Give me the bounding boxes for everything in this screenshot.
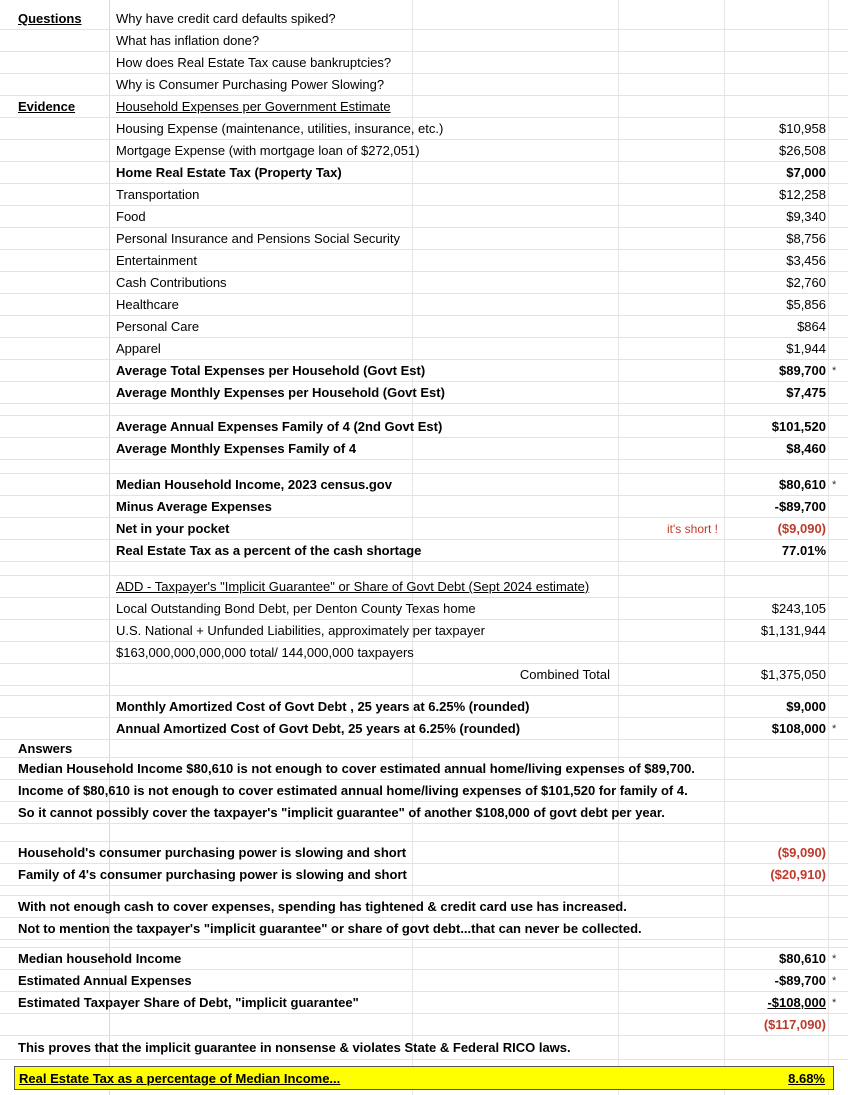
local-bond-label: Local Outstanding Bond Debt, per Denton County Texas home — [116, 601, 476, 616]
spacer-row — [0, 886, 848, 896]
expense-value: $1,944 — [786, 341, 826, 356]
expense-value: $8,756 — [786, 231, 826, 246]
summary-label: Estimated Annual Expenses — [18, 973, 192, 988]
question-row — [0, 8, 848, 30]
asterisk-mark: * — [832, 722, 837, 735]
summary-value: $80,610 — [779, 951, 826, 966]
final-highlight-row — [14, 1066, 834, 1090]
final-value: 8.68% — [788, 1070, 825, 1086]
proof-row — [0, 1036, 848, 1060]
answer-line-row — [0, 802, 848, 824]
expense-row — [0, 338, 848, 360]
household-power-value: ($9,090) — [777, 845, 826, 860]
expense-label: Entertainment — [116, 253, 197, 268]
expense-row — [0, 228, 848, 250]
expense-value: $9,340 — [786, 209, 826, 224]
question-row — [0, 30, 848, 52]
summary-row — [0, 970, 848, 992]
question-row — [0, 52, 848, 74]
local-bond-row — [0, 598, 848, 620]
avg-monthly-row — [0, 382, 848, 404]
question-text: What has inflation done? — [116, 33, 260, 48]
expense-label: Food — [116, 209, 146, 224]
final-label: Real Estate Tax as a percentage of Median Income... — [19, 1070, 341, 1086]
summary-label: Median household Income — [18, 951, 182, 966]
median-income-row — [0, 474, 848, 496]
net-pocket-label: Net in your pocket — [116, 521, 230, 536]
net-pocket-value: ($9,090) — [777, 521, 826, 536]
debt-heading: ADD - Taxpayer's "Implicit Guarantee" or Share of Govt Debt (Sept 2024 estimate) — [116, 579, 590, 594]
expense-row — [0, 316, 848, 338]
answer-line: Median Household Income $80,610 is not enough to cover estimated annual home/living expenses of $89,700. — [18, 761, 695, 776]
family-annual-value: $101,520 — [771, 419, 826, 434]
family-power-label: Family of 4's consumer purchasing power is slowing and short — [18, 867, 407, 882]
question-text: Why have credit card defaults spiked? — [116, 11, 336, 26]
national-row — [0, 620, 848, 642]
expense-row — [0, 206, 848, 228]
median-income-label: Median Household Income, 2023 census.gov — [116, 477, 392, 492]
expense-row — [0, 162, 848, 184]
expense-row — [0, 250, 848, 272]
expense-label: Healthcare — [116, 297, 179, 312]
avg-total-label: Average Total Expenses per Household (Govt Est) — [116, 363, 426, 378]
avg-total-value: $89,700 — [779, 363, 826, 378]
expense-label: Personal Insurance and Pensions Social Security — [116, 231, 400, 246]
household-power-label: Household's consumer purchasing power is slowing and short — [18, 845, 407, 860]
expense-label: Transportation — [116, 187, 200, 202]
summary-label: Estimated Taxpayer Share of Debt, "implicit guarantee" — [18, 995, 359, 1010]
question-text: How does Real Estate Tax cause bankruptcies? — [116, 55, 392, 70]
debt-heading-row — [0, 576, 848, 598]
proof-text: This proves that the implicit guarantee in nonsense & violates State & Federal RICO laws. — [18, 1040, 571, 1055]
spacer-row — [0, 686, 848, 696]
combined-label: Combined Total — [519, 667, 610, 682]
expense-value: $864 — [797, 319, 826, 334]
avg-monthly-value: $7,475 — [786, 385, 826, 400]
family-monthly-value: $8,460 — [786, 441, 826, 456]
questions-label: Questions — [18, 11, 82, 26]
monthly-amort-value: $9,000 — [786, 699, 826, 714]
spacer-row — [0, 562, 848, 576]
household-power-row — [0, 842, 848, 864]
median-income-value: $80,610 — [779, 477, 826, 492]
monthly-amort-label: Monthly Amortized Cost of Govt Debt , 25 years at 6.25% (rounded) — [116, 699, 530, 714]
expense-row — [0, 272, 848, 294]
answer-line: So it cannot possibly cover the taxpayer's "implicit guarantee" of another $108,000 of govt debt per year. — [18, 805, 665, 820]
avg-monthly-label: Average Monthly Expenses per Household (Govt Est) — [116, 385, 445, 400]
summary-total-value: ($117,090) — [763, 1017, 826, 1032]
question-row — [0, 74, 848, 96]
summary-value: -$89,700 — [774, 973, 826, 988]
monthly-amort-row — [0, 696, 848, 718]
expenses-heading: Household Expenses per Government Estimate — [116, 99, 391, 114]
short-note: it's short ! — [667, 521, 718, 536]
expense-row — [0, 294, 848, 316]
expense-value: $3,456 — [786, 253, 826, 268]
national-label: U.S. National + Unfunded Liabilities, approximately per taxpayer — [116, 623, 485, 638]
evidence-heading-row — [0, 96, 848, 118]
family-power-value: ($20,910) — [770, 867, 826, 882]
evidence-label: Evidence — [18, 99, 76, 114]
family-power-row — [0, 864, 848, 886]
national-value: $1,131,944 — [760, 623, 826, 638]
family-annual-row — [0, 416, 848, 438]
summary-row — [0, 992, 848, 1014]
expense-value: $5,856 — [786, 297, 826, 312]
combined-value: $1,375,050 — [760, 667, 826, 682]
minus-expenses-row — [0, 496, 848, 518]
answer-line-row — [0, 780, 848, 802]
expense-value: $2,760 — [786, 275, 826, 290]
tax-percent-value: 77.01% — [781, 543, 826, 558]
summary-total-row — [0, 1014, 848, 1036]
answers-heading-row — [0, 740, 848, 758]
asterisk-mark: * — [832, 478, 837, 491]
expense-label: Personal Care — [116, 319, 200, 334]
expense-label: Home Real Estate Tax (Property Tax) — [116, 165, 342, 180]
annual-amort-value: $108,000 — [771, 721, 826, 736]
family-monthly-row — [0, 438, 848, 460]
summary-row — [0, 948, 848, 970]
expense-value: $26,508 — [779, 143, 826, 158]
combined-row — [0, 664, 848, 686]
spacer-row — [0, 460, 848, 474]
summary-value: -$108,000 — [767, 995, 826, 1010]
tight-line: With not enough cash to cover expenses, spending has tightened & credit card use has increased. — [18, 899, 627, 914]
expense-label: Cash Contributions — [116, 275, 227, 290]
answers-label: Answers — [18, 741, 73, 756]
expense-label: Housing Expense (maintenance, utilities, insurance, etc.) — [116, 121, 444, 136]
asterisk-mark: * — [832, 364, 837, 377]
spacer-row — [0, 824, 848, 842]
tax-percent-label: Real Estate Tax as a percent of the cash shortage — [116, 543, 422, 558]
national-calc-row — [0, 642, 848, 664]
annual-amort-row — [0, 718, 848, 740]
asterisk-mark: * — [832, 996, 837, 1009]
tight-line-row — [0, 918, 848, 940]
family-annual-label: Average Annual Expenses Family of 4 (2nd Govt Est) — [116, 419, 443, 434]
net-pocket-row — [0, 518, 848, 540]
asterisk-mark: * — [832, 952, 837, 965]
expense-value: $7,000 — [786, 165, 826, 180]
tax-percent-row — [0, 540, 848, 562]
expense-value: $10,958 — [779, 121, 826, 136]
answer-line: Income of $80,610 is not enough to cover estimated annual home/living expenses of $101,520 for family of 4. — [18, 783, 688, 798]
asterisk-mark: * — [832, 974, 837, 987]
expense-row — [0, 140, 848, 162]
family-monthly-label: Average Monthly Expenses Family of 4 — [116, 441, 357, 456]
annual-amort-label: Annual Amortized Cost of Govt Debt, 25 years at 6.25% (rounded) — [116, 721, 521, 736]
local-bond-value: $243,105 — [771, 601, 826, 616]
national-calc: $163,000,000,000,000 total/ 144,000,000 taxpayers — [116, 645, 414, 660]
expense-row — [0, 118, 848, 140]
question-text: Why is Consumer Purchasing Power Slowing? — [116, 77, 385, 92]
expense-value: $12,258 — [779, 187, 826, 202]
spacer-row — [0, 940, 848, 948]
answer-line-row — [0, 758, 848, 780]
expense-label: Mortgage Expense (with mortgage loan of $272,051) — [116, 143, 420, 158]
spacer-row — [0, 404, 848, 416]
minus-expenses-label: Minus Average Expenses — [116, 499, 272, 514]
avg-total-row — [0, 360, 848, 382]
expense-row — [0, 184, 848, 206]
tight-line: Not to mention the taxpayer's "implicit guarantee" or share of govt debt...that can never be collected. — [18, 921, 642, 936]
tight-line-row — [0, 896, 848, 918]
expense-label: Apparel — [116, 341, 161, 356]
minus-expenses-value: -$89,700 — [774, 499, 826, 514]
